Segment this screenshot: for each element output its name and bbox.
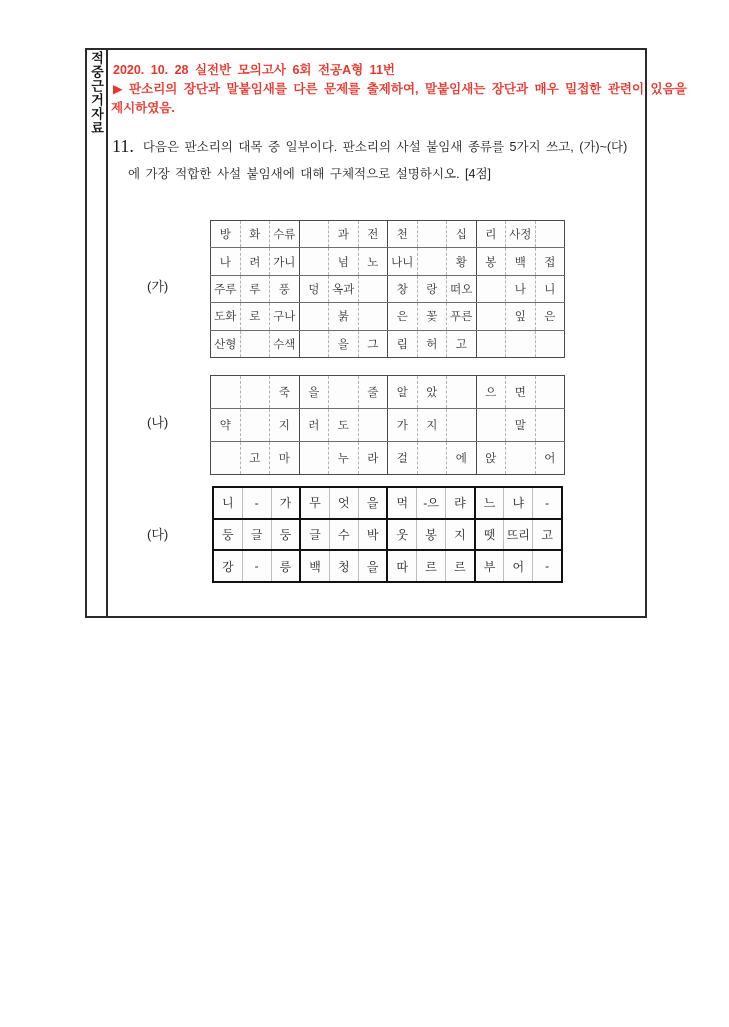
grid-cell — [240, 376, 270, 409]
grid-cell — [535, 409, 565, 442]
grid-cell: 면 — [506, 376, 536, 409]
grid-cell — [211, 376, 241, 409]
grid-cell: 글 — [242, 519, 271, 551]
grid-cell: 말 — [506, 409, 536, 442]
grid-cell: 먹 — [387, 487, 416, 519]
grid-cell — [299, 330, 329, 357]
grid-cell: 전 — [358, 221, 388, 248]
grid-cell: 옥과 — [329, 275, 359, 302]
grid-cell: 으 — [476, 376, 506, 409]
question-line-1 — [112, 136, 627, 157]
grid-cell: 따 — [387, 550, 416, 582]
grid-cell — [535, 221, 565, 248]
grid-cell: 사정 — [506, 221, 536, 248]
grid-row — [211, 248, 565, 275]
grid-cell: 고 — [533, 519, 562, 551]
table-label-da: (다) — [147, 527, 169, 542]
table-label-ga: (가) — [147, 279, 169, 294]
grid-cell: 어 — [504, 550, 533, 582]
grid-cell — [535, 376, 565, 409]
grid-cell: 마 — [270, 442, 300, 475]
grid-cell — [447, 376, 477, 409]
grid-cell: 지 — [270, 409, 300, 442]
notation-table-da — [212, 486, 563, 583]
grid-cell: 수류 — [270, 221, 300, 248]
exam-note-line: ▶ 판소리의 장단과 말붙임새를 다른 문제를 출제하여, 말붙임새는 장단과 매우 밀접한 관련이 있음을 — [113, 82, 687, 96]
grid-cell: 창 — [388, 275, 418, 302]
grid-cell: 루 — [240, 275, 270, 302]
grid-cell: 을 — [358, 487, 387, 519]
grid-cell: 누 — [329, 442, 359, 475]
exam-note-continued: 제시하였음. — [111, 101, 175, 115]
grid-cell: 가니 — [270, 248, 300, 275]
grid-cell: 알 — [388, 376, 418, 409]
grid-cell — [358, 303, 388, 330]
grid-cell: 꽃 — [417, 303, 447, 330]
grid-cell: 로 — [240, 303, 270, 330]
grid-cell: 림 — [388, 330, 418, 357]
grid-cell: -으 — [417, 487, 446, 519]
question-text: 다음은 판소리의 대목 중 일부이다. 판소리의 사설 붙임새 종류를 5가지 쓰고, (가)~(다) — [142, 140, 628, 154]
grid-cell — [506, 442, 536, 475]
grid-cell: 방 — [211, 221, 241, 248]
grid-cell: - — [242, 487, 271, 519]
grid-cell: 지 — [417, 409, 447, 442]
grid-cell — [299, 442, 329, 475]
grid-cell: 붉 — [329, 303, 359, 330]
grid-cell: 은 — [535, 303, 565, 330]
notation-table-na — [210, 375, 565, 475]
grid-cell: 봉 — [417, 519, 446, 551]
grid-cell — [299, 221, 329, 248]
grid-cell: 구나 — [270, 303, 300, 330]
grid-cell — [240, 409, 270, 442]
grid-cell: 르 — [417, 550, 446, 582]
syllable-grid — [212, 486, 563, 583]
grid-cell — [476, 330, 506, 357]
grid-cell: 랑 — [417, 275, 447, 302]
grid-cell: 나 — [506, 275, 536, 302]
grid-cell: 부 — [475, 550, 504, 582]
grid-cell: 려 — [240, 248, 270, 275]
grid-row — [211, 221, 565, 248]
grid-cell: 약 — [211, 409, 241, 442]
grid-cell: - — [242, 550, 271, 582]
grid-cell: 그 — [358, 330, 388, 357]
grid-cell: 노 — [358, 248, 388, 275]
grid-cell: 나 — [211, 248, 241, 275]
grid-cell: 떠오 — [447, 275, 477, 302]
grid-cell: 에 — [447, 442, 477, 475]
grid-row — [213, 550, 562, 582]
grid-cell: 리 — [476, 221, 506, 248]
grid-cell: 은 — [388, 303, 418, 330]
grid-cell: 랴 — [446, 487, 475, 519]
grid-row — [211, 376, 565, 409]
grid-cell: 줄 — [358, 376, 388, 409]
grid-cell: 산형 — [211, 330, 241, 357]
grid-cell: 무 — [300, 487, 329, 519]
grid-cell: 청 — [329, 550, 358, 582]
question-number: 11. — [112, 136, 134, 156]
syllable-grid — [210, 375, 565, 475]
grid-cell: 넘 — [329, 248, 359, 275]
grid-cell: 둥 — [271, 519, 300, 551]
grid-cell: 과 — [329, 221, 359, 248]
grid-cell: 천 — [388, 221, 418, 248]
grid-cell: 라 — [358, 442, 388, 475]
grid-cell: 백 — [506, 248, 536, 275]
grid-cell: 앉 — [476, 442, 506, 475]
grid-cell: 가 — [271, 487, 300, 519]
grid-cell: 을 — [358, 550, 387, 582]
side-strip — [87, 50, 108, 616]
grid-row — [211, 409, 565, 442]
grid-cell — [447, 409, 477, 442]
grid-cell — [358, 409, 388, 442]
grid-cell: 냐 — [504, 487, 533, 519]
grid-cell: 을 — [329, 330, 359, 357]
grid-cell — [358, 275, 388, 302]
grid-row — [213, 487, 562, 519]
grid-cell: 을 — [299, 376, 329, 409]
grid-row — [211, 303, 565, 330]
grid-row — [211, 330, 565, 357]
grid-cell: 푸른 — [447, 303, 477, 330]
grid-cell: 러 — [299, 409, 329, 442]
grid-cell: 백 — [300, 550, 329, 582]
grid-cell: 십 — [447, 221, 477, 248]
side-vertical-label: 적중근거자료 — [89, 51, 104, 135]
grid-cell: 황 — [447, 248, 477, 275]
grid-cell: 뗏 — [475, 519, 504, 551]
question-line-2: 에 가장 적합한 사설 붙임새에 대해 구체적으로 설명하시오. [4점] — [128, 167, 492, 181]
exam-source-line: 2020. 10. 28 실전반 모의고사 6회 전공A형 11번 — [113, 63, 395, 77]
grid-cell: 수 — [329, 519, 358, 551]
grid-cell: 박 — [358, 519, 387, 551]
grid-cell: 도화 — [211, 303, 241, 330]
grid-cell — [506, 330, 536, 357]
grid-cell: 르 — [446, 550, 475, 582]
grid-cell: - — [533, 550, 562, 582]
grid-row — [213, 519, 562, 551]
grid-cell: 강 — [213, 550, 242, 582]
syllable-grid — [210, 220, 565, 358]
grid-cell — [417, 442, 447, 475]
grid-cell: 잎 — [506, 303, 536, 330]
grid-cell: 주루 — [211, 275, 241, 302]
grid-cell: 둥 — [213, 519, 242, 551]
grid-cell: 어 — [544, 453, 556, 465]
grid-cell — [417, 221, 447, 248]
table-label-na: (나) — [147, 415, 169, 430]
grid-cell: 뜨리 — [504, 519, 533, 551]
grid-cell — [329, 376, 359, 409]
grid-cell — [476, 275, 506, 302]
grid-cell: 화 — [240, 221, 270, 248]
grid-cell: 허 — [417, 330, 447, 357]
grid-cell: 릉 — [271, 550, 300, 582]
grid-cell: 엇 — [329, 487, 358, 519]
grid-cell: 니 — [535, 275, 565, 302]
grid-cell — [299, 303, 329, 330]
grid-cell: 수색 — [270, 330, 300, 357]
grid-cell: - — [533, 487, 562, 519]
grid-cell: 죽 — [270, 376, 300, 409]
grid-cell: 고 — [240, 442, 270, 475]
grid-cell: 느 — [475, 487, 504, 519]
grid-cell: 웃 — [387, 519, 416, 551]
grid-cell — [476, 409, 506, 442]
grid-cell: 가 — [388, 409, 418, 442]
grid-cell: 았 — [417, 376, 447, 409]
grid-cell: 접 — [535, 248, 565, 275]
grid-cell: 고 — [447, 330, 477, 357]
grid-cell — [211, 442, 241, 475]
grid-cell — [535, 330, 565, 357]
grid-cell — [299, 248, 329, 275]
notation-table-ga — [210, 220, 565, 358]
grid-cell: 지 — [446, 519, 475, 551]
grid-cell: 덩 — [299, 275, 329, 302]
document-frame — [85, 48, 687, 618]
grid-cell — [240, 330, 270, 357]
grid-cell: 나니 — [388, 248, 418, 275]
grid-cell: 걸 — [388, 442, 418, 475]
grid-cell: 글 — [300, 519, 329, 551]
grid-cell: 도 — [329, 409, 359, 442]
grid-row — [211, 275, 565, 302]
grid-cell: 니 — [213, 487, 242, 519]
grid-row — [211, 442, 565, 475]
grid-cell — [476, 303, 506, 330]
grid-cell — [417, 248, 447, 275]
grid-cell: 봉 — [476, 248, 506, 275]
grid-cell: 풍 — [270, 275, 300, 302]
